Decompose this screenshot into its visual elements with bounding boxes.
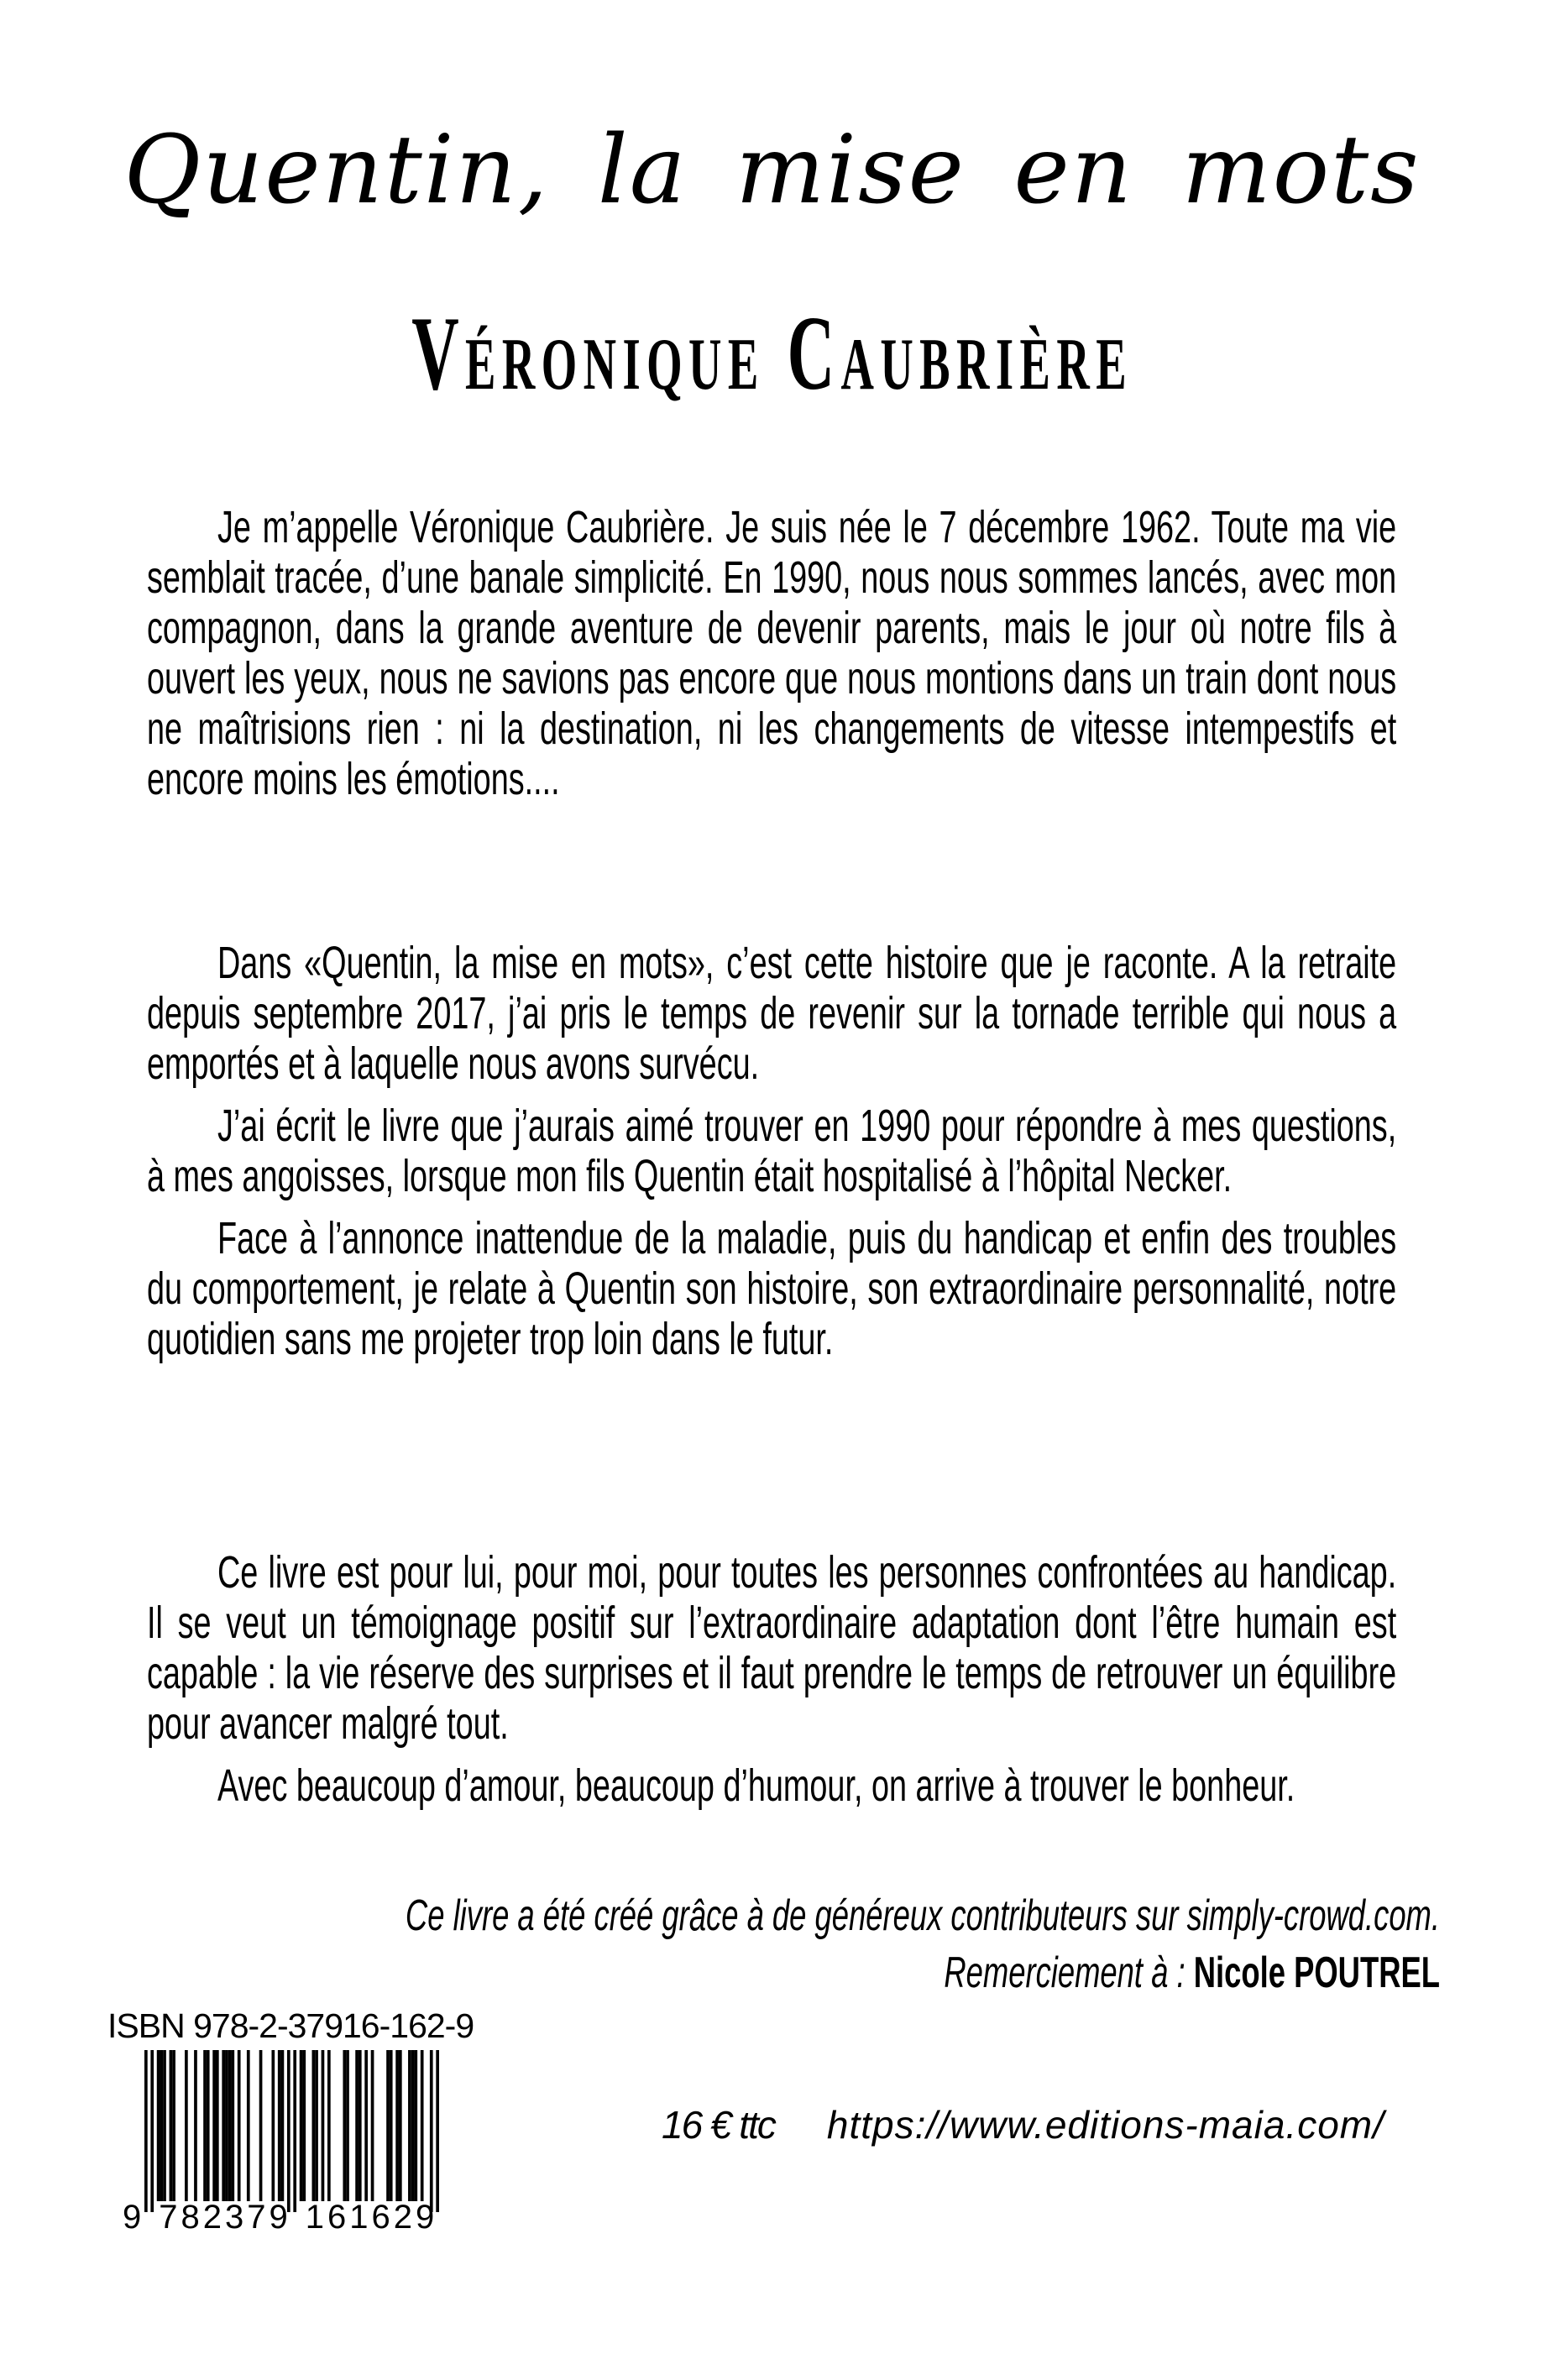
contributors-line: Ce livre a été créé grâce à de généreux contributeurs sur simply-crowd.com. bbox=[405, 1891, 1441, 1940]
isbn-label: ISBN 978-2-37916-162-9 bbox=[107, 2006, 474, 2045]
barcode-digits bbox=[123, 2198, 437, 2236]
barcode-digit-group: 782379 bbox=[159, 2199, 291, 2236]
thanks-name: Nicole POUTREL bbox=[1193, 1948, 1440, 1997]
synopsis-middle bbox=[147, 938, 1396, 1364]
barcode-bars-image bbox=[144, 2050, 439, 2212]
book-author: Véronique Caubrière bbox=[411, 296, 1133, 412]
paragraph: Dans «Quentin, la mise en mots», c’est cette histoire que je raconte. A la retraite depuis septembre 2017, j’ai pris le temps de revenir sur la tornade terrible qui nous a emportés et à laquelle nous avons survécu. bbox=[147, 938, 1397, 1089]
paragraph: Avec beaucoup d’amour, beaucoup d’humour, on arrive à trouver le bonheur. bbox=[217, 1760, 1295, 1811]
price: 16 € ttc bbox=[662, 2103, 775, 2147]
footer bbox=[662, 2102, 1384, 2147]
book-author-row bbox=[0, 296, 1544, 413]
thanks-line bbox=[0, 1944, 1440, 2001]
paragraph: Face à l’annonce inattendue de la maladie, puis du handicap et enfin des troubles du comportement, je relate à Quentin son histoire, son extraordinaire personnalité, notre quotidien sans me projeter trop loin dans le futur. bbox=[147, 1213, 1397, 1364]
barcode-digit-group: 161629 bbox=[305, 2199, 438, 2236]
synopsis-end bbox=[147, 1547, 1396, 1811]
paragraph: Je m’appelle Véronique Caubrière. Je suis née le 7 décembre 1962. Toute ma vie semblait tracée, d’une banale simplicité. En 1990, nous nous sommes lancés, avec mon compagnon, dans la grande aventure de devenir parents, mais le jour où notre fils à ouvert les yeux, nous ne savions pas encore que nous montions dans un train dont nous ne maîtrisions rien : ni la destination, ni les changements de vitesse intempestifs et encore moins les émotions.... bbox=[147, 502, 1397, 804]
synopsis-intro bbox=[147, 502, 1396, 804]
credits bbox=[0, 1887, 1440, 2001]
paragraph: J’ai écrit le livre que j’aurais aimé trouver en 1990 pour répondre à mes questions, à mes angoisses, lorsque mon fils Quentin était hospitalisé à l’hôpital Necker. bbox=[147, 1101, 1397, 1201]
book-title: Quentin, la mise en mots bbox=[123, 116, 1421, 225]
barcode-digit-group: 9 bbox=[123, 2199, 145, 2236]
website-url: https://www.editions-maia.com/ bbox=[826, 2103, 1384, 2147]
paragraph: Ce livre est pour lui, pour moi, pour toutes les personnes confrontées au handicap. Il se veut un témoignage positif sur l’extraordinaire adaptation dont l’être humain est capable : la vie réserve des surprises et il faut prendre le temps de retrouver un équilibre pour avancer malgré tout. bbox=[147, 1547, 1397, 1749]
ean13-barcode bbox=[123, 2050, 442, 2236]
thanks-label: Remerciement à : bbox=[944, 1948, 1194, 1997]
